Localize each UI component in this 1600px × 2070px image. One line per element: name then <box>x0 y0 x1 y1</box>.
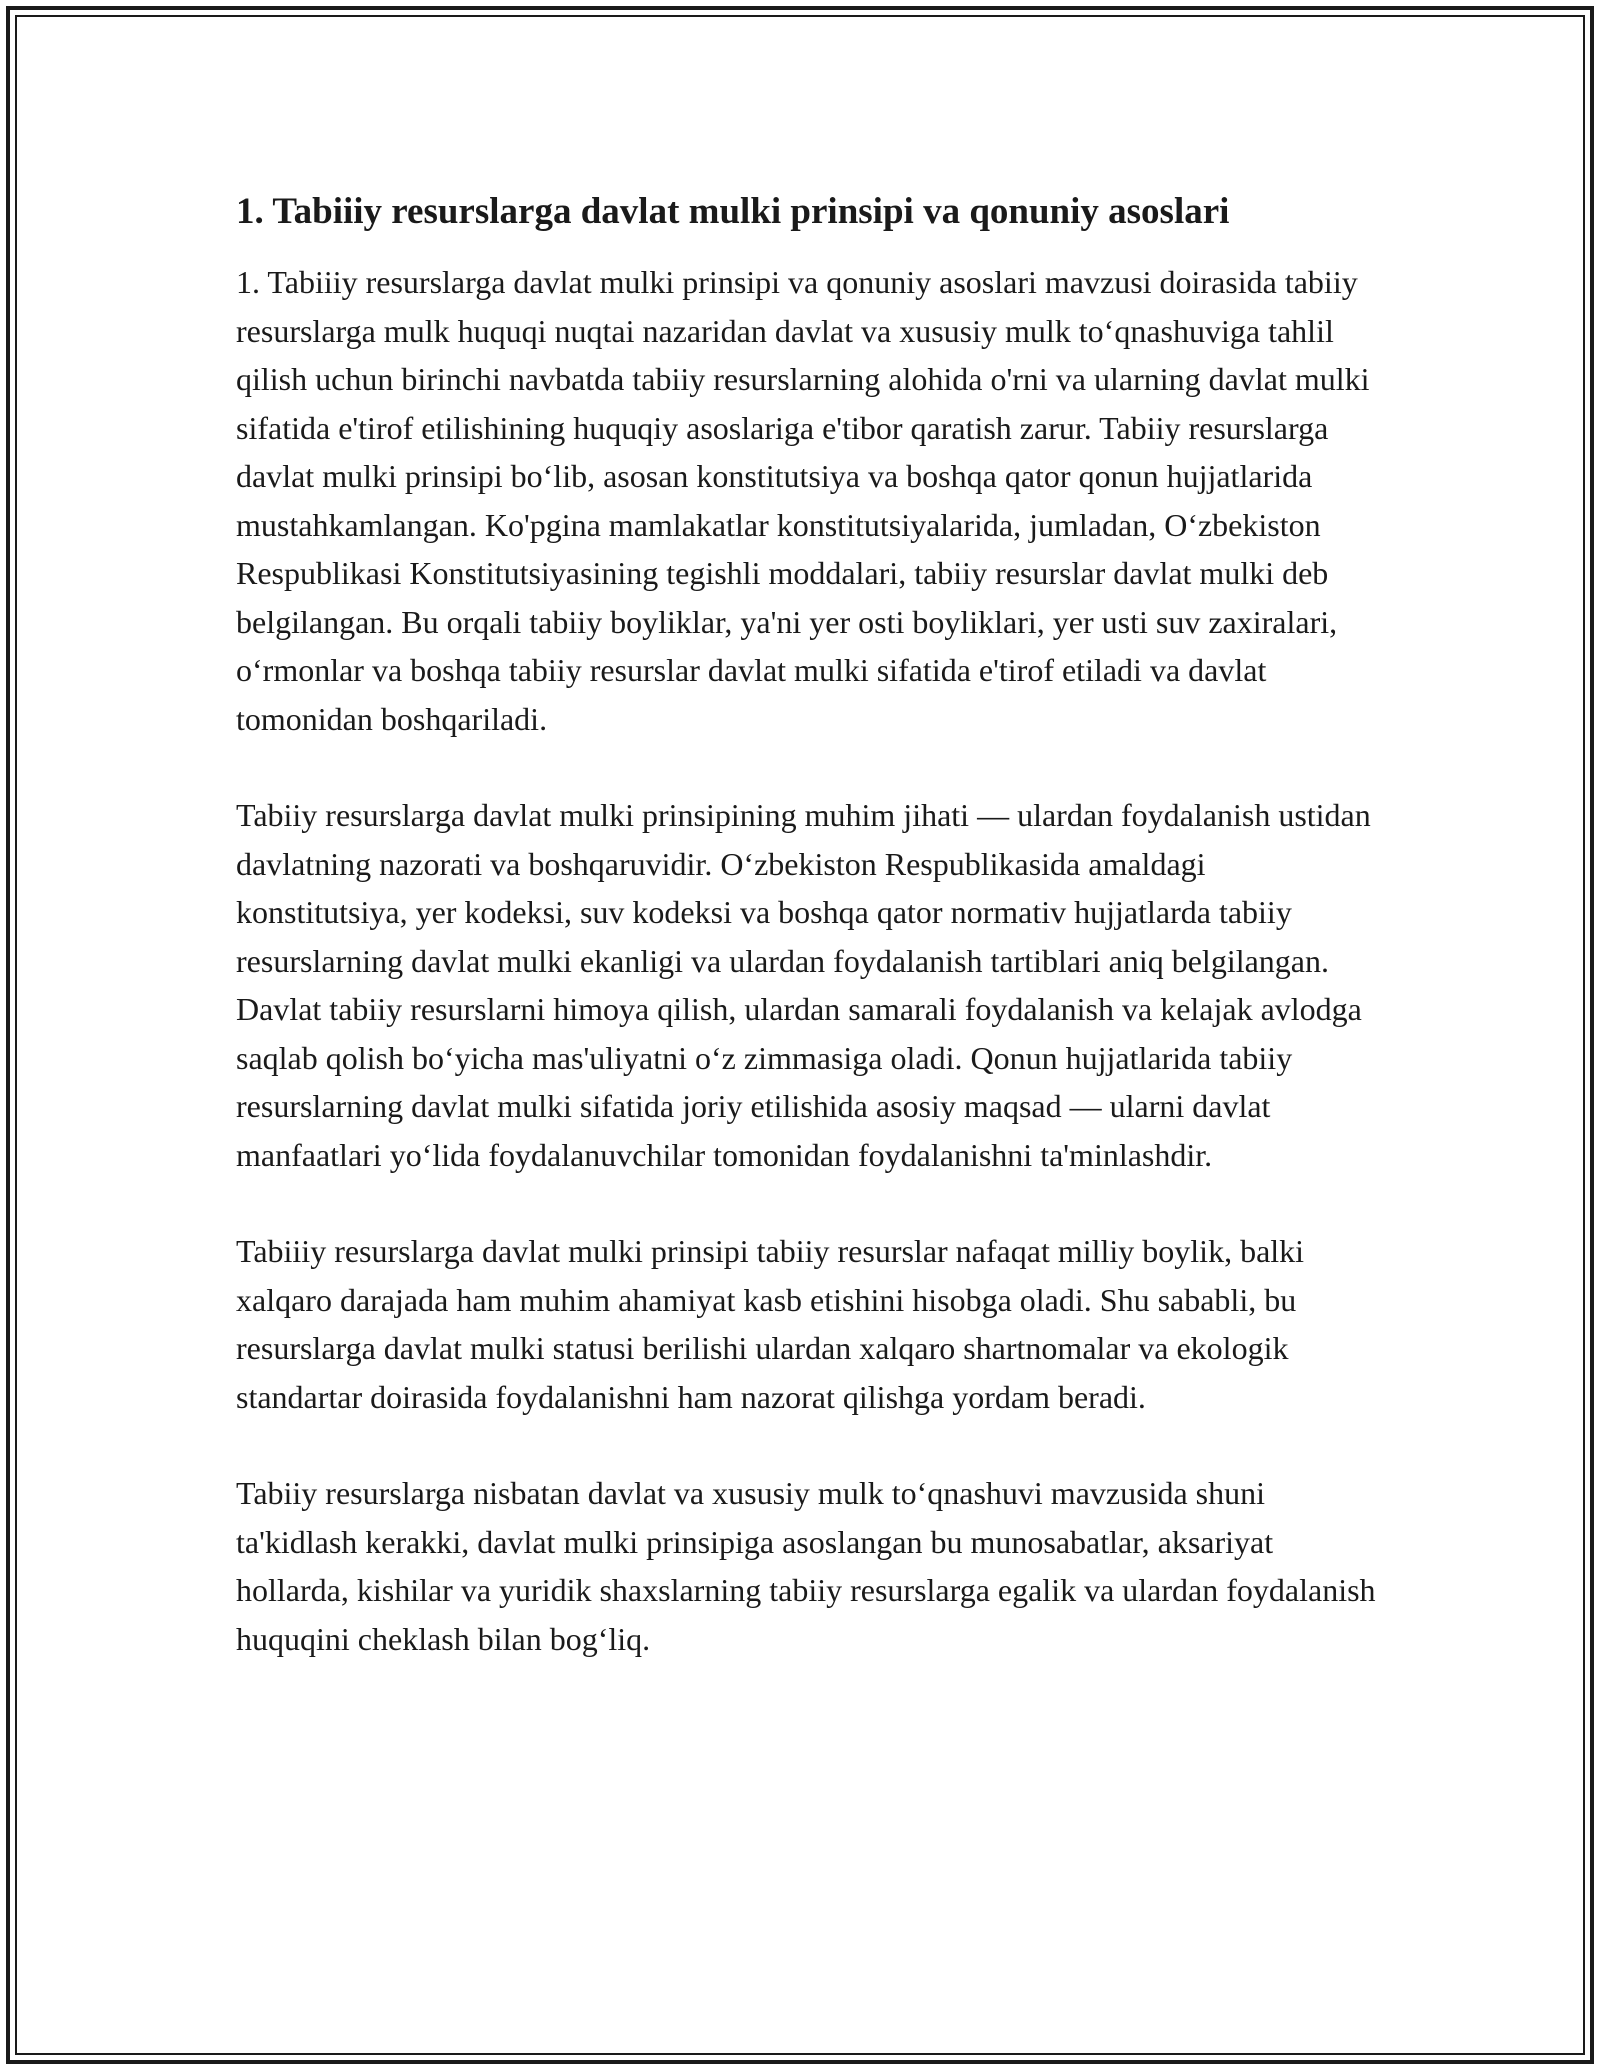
document-heading: 1. Tabiiiy resurslarga davlat mulki prinsipi va qonuniy asoslari <box>236 191 1230 232</box>
paragraph-1: 1. Tabiiiy resurslarga davlat mulki prinsipi va qonuniy asoslari mavzusi doirasida tabiiy resurslarga mulk huquqi nuqtai nazaridan davlat va xususiy mulk to‘qnashuviga tahlil qilish uchun birinchi navbatda tabiiy resurslarning alohida o'rni va ularning davlat mulki sifatida e'tirof etilishining huquqiy asoslariga e'tibor qaratish zarur. Tabiiy resurslarga davlat mulki prinsipi bo‘lib, asosan konstitutsiya va boshqa qator qonun hujjatlarida mustahkamlangan. Ko'pgina mamlakatlar konstitutsiyalarida, jumladan, O‘zbekiston Respublikasi Konstitutsiyasining tegishli moddalari, tabiiy resurslar davlat mulki deb belgilangan. Bu orqali tabiiy boyliklar, ya'ni yer osti boyliklari, yer usti suv zaxiralari, o‘rmonlar va boshqa tabiiy resurslar davlat mulki sifatida e'tirof etiladi va davlat tomonidan boshqariladi. <box>236 264 1370 737</box>
document-body <box>236 188 1376 1663</box>
paragraph-3: Tabiiiy resurslarga davlat mulki prinsipi tabiiy resurslar nafaqat milliy boylik, balki xalqaro darajada ham muhim ahamiyat kasb etishini hisobga oladi. Shu sababli, bu resurslarga davlat mulki statusi berilishi ulardan xalqaro shartnomalar va ekologik standartar doirasida foydalanishni ham nazorat qilishga yordam beradi. <box>236 1233 1305 1415</box>
paragraph-2: Tabiiy resurslarga davlat mulki prinsipining muhim jihati — ulardan foydalanish ustidan davlatning nazorati va boshqaruvidir. O‘zbekiston Respublikasida amaldagi konstitutsiya, yer kodeksi, suv kodeksi va boshqa qator normativ hujjatlarda tabiiy resurslarning davlat mulki ekanligi va ulardan foydalanish tartiblari aniq belgilangan. Davlat tabiiy resurslarni himoya qilish, ulardan samarali foydalanish va kelajak avlodga saqlab qolish bo‘yicha mas'uliyatni o‘z zimmasiga oladi. Qonun hujjatlarida tabiiy resurslarning davlat mulki sifatida joriy etilishida asosiy maqsad — ularni davlat manfaatlari yo‘lida foydalanuvchilar tomonidan foydalanishni ta'minlashdir. <box>236 797 1371 1173</box>
paragraph-4: Tabiiy resurslarga nisbatan davlat va xususiy mulk to‘qnashuvi mavzusida shuni ta'kidlash kerakki, davlat mulki prinsipiga asoslangan bu munosabatlar, aksariyat hollarda, kishilar va yuridik shaxslarning tabiiy resurslarga egalik va ulardan foydalanish huquqini cheklash bilan bog‘liq. <box>236 1475 1376 1657</box>
